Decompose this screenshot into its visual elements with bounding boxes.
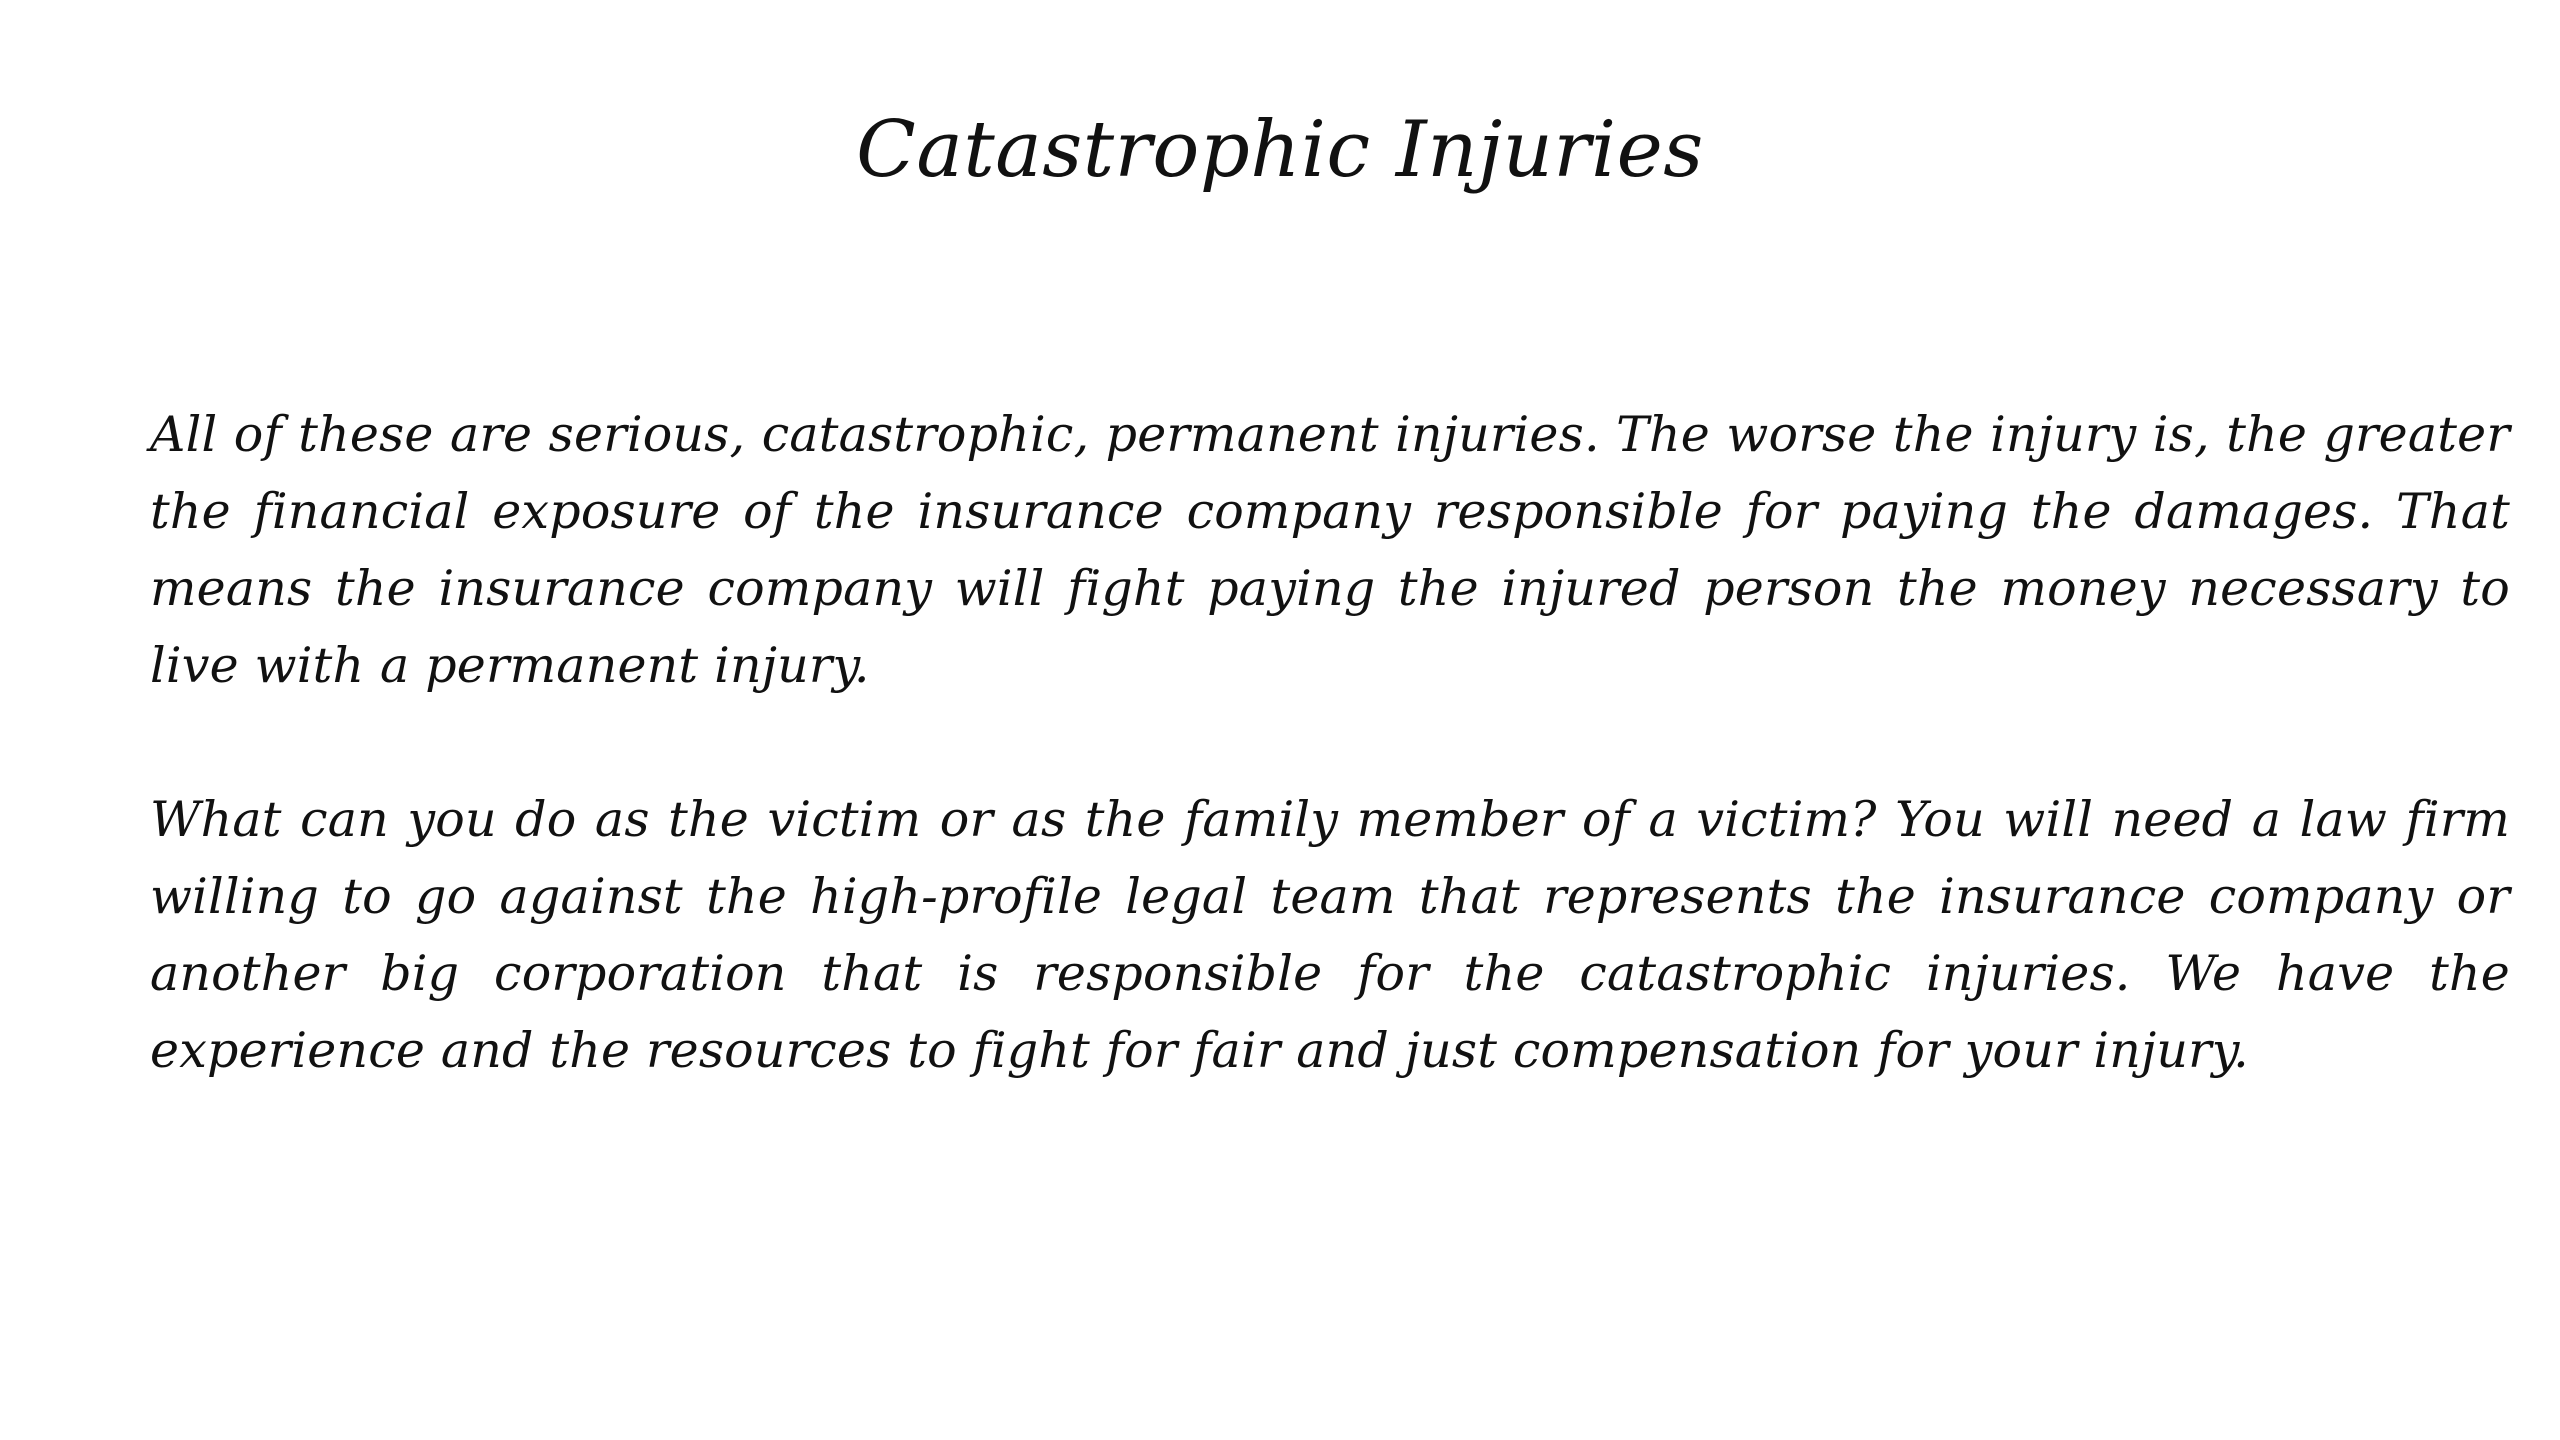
paragraph-law-firm-help: What can you do as the victim or as the family member of a victim? You will need a law firm willing to go against the high-profile legal team that represents the insurance company or another big corporation that is responsible for the catastrophic injuries. We have the experience and the resources to fight for fair and just compensation for your injury.: [150, 791, 2510, 1079]
paragraph-insurance-exposure: All of these are serious, catastrophic, permanent injuries. The worse the injury is, the greater the financial exposure of the insurance company responsible for paying the damages. That means the insurance company will fight paying the injured person the money necessary to live with a permanent injury.: [150, 406, 2510, 694]
slide-title: Catastrophic Injuries: [856, 105, 1704, 195]
slide-body: [150, 396, 2510, 1089]
